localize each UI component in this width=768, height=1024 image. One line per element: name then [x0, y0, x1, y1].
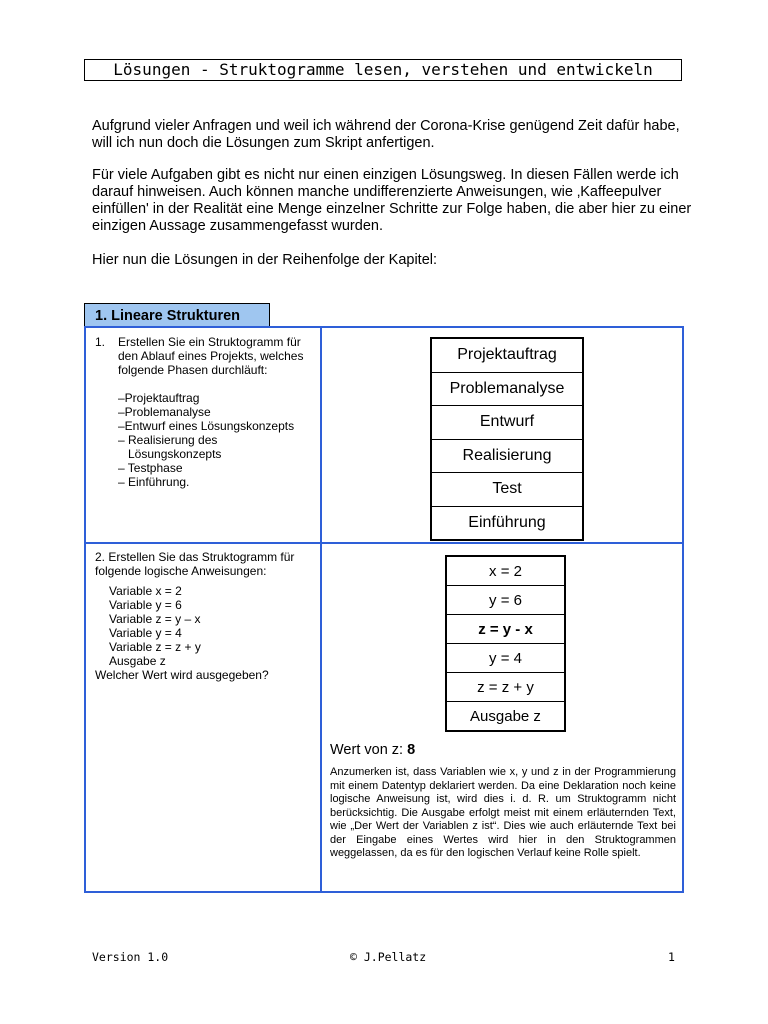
- list-item: –Projektauftrag: [118, 391, 200, 405]
- struktogramm-cell: y = 6: [446, 585, 565, 615]
- answer-note: Anzumerken ist, dass Variablen wie x, y und z in der Programmierung mit einem Datentyp deklariert werden. Da eine Deklaration noch keine logische Anweisung ist, wird dies i. d. R. um Struktogramm nicht berücksichtig. Die Ausgabe erfolgt meist mit einem erläuternden Text, wie „Der Wert der Variablen z ist“. Dies wie auch erläuternde Text bei der Eingabe eines Wertes wird hier in den Struktogrammen weggelassen, da es für den logischen Verlauf keine Rolle spielt.: [330, 766, 676, 859]
- task-1-phase-list: [118, 391, 315, 489]
- task-1-text: Erstellen Sie ein Struktogramm für den Ablauf eines Projekts, welches folgende Phasen durchläuft:: [118, 335, 304, 377]
- list-item: Variable x = 2: [109, 584, 182, 598]
- list-item: –Problemanalyse: [118, 405, 211, 419]
- list-item: Variable y = 4: [109, 626, 182, 640]
- footer-copyright: © J.Pellatz: [350, 950, 427, 964]
- struktogramm-1: [430, 337, 584, 541]
- task-2-question: Welcher Wert wird ausgegeben?: [95, 668, 269, 682]
- intro-paragraph-2: Für viele Aufgaben gibt es nicht nur einen einzigen Lösungsweg. In diesen Fällen werde ich darauf hinweisen. Auch können manche undifferenzierte Anweisungen, wie ‚Kaffeepulver einfüllen' in der Realität eine Menge einzelner Schritte zur Folge haben, die aber hier zu einer einzigen Aussage zusammengefasst wurden.: [92, 167, 692, 234]
- task-2-text: 2. Erstellen Sie das Struktogramm für folgende logische Anweisungen:: [95, 550, 295, 578]
- task-1-number: 1.: [95, 335, 106, 349]
- table-row-divider: [84, 542, 684, 544]
- struktogramm-cell: z = y - x: [446, 614, 565, 644]
- list-item: Variable z = y – x: [109, 612, 201, 626]
- struktogramm-2: [445, 555, 566, 732]
- task-2-statement-list: [95, 584, 317, 668]
- struktogramm-cell: Projektauftrag: [431, 338, 583, 373]
- page-title: Lösungen - Struktogramme lesen, verstehen und entwickeln: [84, 59, 682, 81]
- chapter-heading: 1. Lineare Strukturen: [84, 303, 270, 327]
- list-item: Variable y = 6: [109, 598, 182, 612]
- list-item: – Testphase: [118, 461, 183, 475]
- struktogramm-cell: Test: [431, 472, 583, 507]
- struktogramm-cell: Problemanalyse: [431, 372, 583, 407]
- task-1: [95, 335, 315, 489]
- struktogramm-cell: Entwurf: [431, 405, 583, 440]
- footer-page-number: 1: [668, 950, 675, 964]
- list-item: –Entwurf eines Lösungskonzepts: [118, 419, 295, 433]
- answer-line: [330, 742, 415, 758]
- struktogramm-cell: Einführung: [431, 506, 583, 541]
- footer-version: Version 1.0: [92, 950, 169, 964]
- struktogramm-cell: Realisierung: [431, 439, 583, 474]
- intro-paragraph-3: Hier nun die Lösungen in der Reihenfolge der Kapitel:: [92, 252, 438, 268]
- list-item: – Realisierung des: [118, 433, 218, 447]
- list-item: Ausgabe z: [109, 654, 166, 668]
- answer-value: 8: [407, 742, 416, 758]
- struktogramm-cell: z = z + y: [446, 672, 565, 702]
- answer-label: Wert von z:: [330, 742, 408, 758]
- struktogramm-cell: x = 2: [446, 556, 565, 586]
- task-2: [95, 550, 317, 682]
- struktogramm-cell: Ausgabe z: [446, 701, 565, 731]
- table-column-divider: [320, 326, 322, 893]
- struktogramm-cell: y = 4: [446, 643, 565, 673]
- list-item: Lösungskonzepts: [128, 447, 222, 461]
- list-item: – Einführung.: [118, 475, 190, 489]
- intro-paragraph-1: Aufgrund vieler Anfragen und weil ich während der Corona-Krise genügend Zeit dafür habe, will ich nun doch die Lösungen zum Skript anfertigen.: [92, 118, 680, 151]
- list-item: Variable z = z + y: [109, 640, 201, 654]
